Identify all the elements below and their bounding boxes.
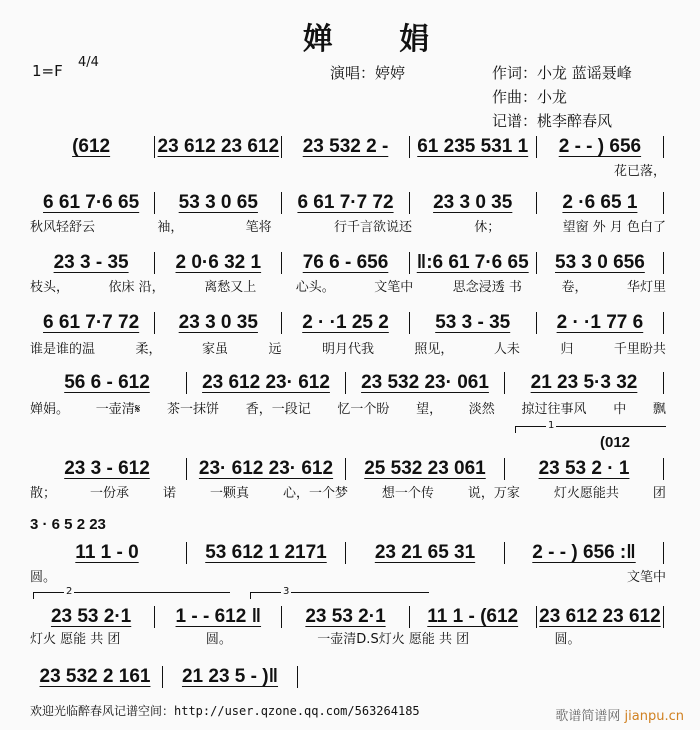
lyric-segment: 淡然 [468, 402, 495, 417]
measure: 23 3 - 612 [64, 458, 150, 479]
volta-2 [33, 586, 230, 599]
lyric-segment: 一壶清𝄋 [95, 402, 141, 417]
bar-line [345, 542, 346, 564]
measure: 21 23 5 - )‖ [181, 666, 279, 687]
measure: 76 6 - 656 [302, 252, 389, 273]
watermark-cn: 歌谱简谱网 [555, 709, 625, 724]
lyric-segment: 谁是谁的温 [30, 342, 96, 357]
lyric-segment: 柔， [135, 342, 162, 357]
bar-line [281, 192, 282, 214]
bar-line [663, 372, 664, 394]
lyric-segment: 灯火愿能共 [553, 486, 619, 501]
bar-line [536, 192, 537, 214]
measure: 23 53 2·1 [305, 606, 386, 627]
bar-line [186, 458, 187, 480]
lyric-segment: 散； [30, 486, 57, 501]
lyrics-line [30, 220, 666, 236]
lyric-segment: 中 [613, 402, 627, 417]
notation-row [30, 310, 666, 336]
lyric-segment: 华灯里 [626, 280, 666, 295]
lyric-segment: 说，万家 [467, 486, 520, 501]
bar-line [504, 542, 505, 564]
footer-note: 欢迎光临醉春风记谱空间：http://user.qzone.qq.com/563264185 [30, 704, 420, 718]
notation-row [30, 134, 666, 160]
measure: 23 3 0 35 [433, 192, 513, 213]
watermark-en: jianpu.cn [624, 709, 684, 724]
lyric-segment: 飘 [652, 402, 666, 417]
bar-line [186, 542, 187, 564]
lyric-segment: 心，一个梦 [282, 486, 348, 501]
measure: 6 61 7·7 72 [297, 192, 394, 213]
upper-notation [30, 514, 160, 534]
measure: 23· 612 23· 612 [198, 458, 334, 479]
measure: 23 3 - 35 [53, 252, 129, 273]
bar-line [162, 666, 163, 688]
measure: 1 - - 612 ‖ [175, 606, 262, 627]
lyric-segment: 灯火 愿能 共 团 [30, 632, 121, 647]
time-signature: 4/4 [78, 55, 99, 70]
singer: 演唱：婷婷 [330, 64, 406, 82]
bar-line [409, 136, 410, 158]
watermark [555, 705, 684, 724]
bar-line [536, 252, 537, 274]
bar-line [154, 312, 155, 334]
bar-line [154, 606, 155, 628]
measure: 11 1 - 0 [75, 542, 139, 563]
volta-1 [515, 420, 666, 433]
measure: 23 3 0 35 [178, 312, 258, 333]
measure: (612 [72, 136, 111, 157]
lyric-segment: 依床 沿， [108, 280, 165, 295]
measure: 6 61 7·6 65 [43, 192, 140, 213]
lyric-segment: 圆。 [554, 632, 581, 647]
measure: 61 235 531 1 [417, 136, 529, 157]
bar-line [663, 192, 664, 214]
measure: 53 612 1 2171 [205, 542, 327, 563]
measure: 21 23 5·3 32 [530, 372, 638, 393]
measure: 2 ·6 65 1 [562, 192, 638, 213]
bar-line [297, 666, 298, 688]
volta-label: 3 [283, 586, 290, 597]
bar-line [663, 542, 664, 564]
bar-line [409, 252, 410, 274]
bar-line [663, 606, 664, 628]
volta-label: 1 [548, 420, 555, 431]
measure: 23 612 23 612 [539, 606, 661, 627]
bar-line [409, 312, 410, 334]
measure: 2 · ·1 77 6 [556, 312, 644, 333]
bar-line [281, 312, 282, 334]
lyric-segment: 秋风轻舒云 [30, 220, 96, 235]
bar-line [281, 136, 282, 158]
notation-row [30, 190, 666, 216]
bar-line [663, 252, 664, 274]
song-title: 婵 娟 [302, 22, 458, 57]
volta-3 [250, 586, 429, 599]
bar-line [281, 252, 282, 274]
bar-line [154, 252, 155, 274]
measure: 2 - - ) 656 [558, 136, 642, 157]
measure: 53 3 0 65 [178, 192, 258, 213]
lyric-segment: 花已落， [613, 164, 666, 179]
lyrics-line [30, 164, 666, 180]
measure: 23 53 2·1 [50, 606, 132, 627]
bar-line [345, 372, 346, 394]
lyric-segment: 笔将 [245, 220, 272, 235]
lyrics-line [30, 280, 666, 296]
measure: 56 6 - 612 [64, 372, 150, 393]
lyric-segment: 望， [416, 402, 443, 417]
lyric-segment: 茶一抹饼 [166, 402, 219, 417]
lyric-segment: 离愁又上 [204, 280, 257, 295]
volta-label: 2 [66, 586, 73, 597]
lyric-segment: 一颗真 [209, 486, 249, 501]
bar-line [536, 136, 537, 158]
lyric-segment: 家虽 [201, 342, 228, 357]
lyrics-line [30, 632, 666, 648]
notation-row [30, 604, 666, 630]
lyric-segment: 文笔中 [626, 570, 666, 585]
lyric-segment: 行千言欲说还 [333, 220, 412, 235]
measure: 2 - - ) 656 :‖ [532, 542, 636, 563]
composer: 作曲：小龙 [492, 88, 568, 106]
notation-row [30, 456, 666, 482]
bar-line [345, 458, 346, 480]
measure: 23 612 23· 612 [202, 372, 330, 393]
bar-line [536, 606, 537, 628]
lyric-segment: 香，一段记 [245, 402, 311, 417]
lyric-segment: 婵娟。 [30, 402, 70, 417]
measure: 23 53 2 · 1 [538, 458, 630, 479]
lyric-segment: 人未 [493, 342, 520, 357]
lyric-segment: 文笔中 [374, 280, 414, 295]
lyric-segment: 归 [560, 342, 574, 357]
notation-row [30, 250, 666, 276]
measure: 23 532 23· 061 [361, 372, 489, 393]
lyrics-line [30, 342, 666, 358]
measure: 23 21 65 31 [374, 542, 476, 563]
measure: 25 532 23 061 [364, 458, 486, 479]
bar-line [504, 458, 505, 480]
bar-line [663, 312, 664, 334]
notation-row [30, 664, 300, 690]
bar-line [154, 136, 155, 158]
bar-line [536, 312, 537, 334]
lyric-segment: 一壶清D.S灯火 愿能 共 团 [317, 632, 470, 647]
bar-line [154, 192, 155, 214]
lyric-segment: 思念浸透 书 [452, 280, 522, 295]
lyric-segment: 心头。 [295, 280, 335, 295]
lyric-segment: 望窗 外 月 色白了 [562, 220, 666, 235]
lyric-segment: 枝头， [30, 280, 70, 295]
lyric-segment: 休； [474, 220, 501, 235]
notation-row [30, 370, 666, 396]
measure: 53 3 - 35 [435, 312, 511, 333]
lyric-segment: 一份承 [89, 486, 129, 501]
transcriber: 记谱：桃李醉春风 [492, 112, 613, 130]
measure: 23 612 23 612 [157, 136, 280, 157]
notation-row [30, 540, 666, 566]
measure: 2 0·6 32 1 [175, 252, 262, 273]
bar-line [409, 606, 410, 628]
lyric-segment: 掠过往事风 [521, 402, 587, 417]
lyric-segment: 照见， [414, 342, 454, 357]
lyric-segment: 千里盼共 [613, 342, 666, 357]
measure: 53 3 0 656 [555, 252, 645, 273]
upper-notation [600, 432, 670, 452]
bar-line [663, 136, 664, 158]
measure: 11 1 - (612 [427, 606, 519, 627]
lyric-segment: 团 [652, 486, 666, 501]
bar-line [504, 372, 505, 394]
lyric-segment: 袖， [157, 220, 184, 235]
bar-line [186, 372, 187, 394]
upper-notes: 3 · 6 5 2 23 [30, 515, 106, 533]
key-signature: 1=F [32, 62, 63, 80]
upper-notes: (012 [600, 433, 631, 451]
lyric-segment: 诺 [162, 486, 176, 501]
lyric-segment: 圆。 [30, 570, 57, 585]
lyrics-line [30, 402, 666, 418]
lyric-segment: 远 [268, 342, 282, 357]
measure: 2 · ·1 25 2 [302, 312, 389, 333]
lyric-segment: 明月代我 [321, 342, 374, 357]
lyrics-line [30, 486, 666, 502]
lyric-segment: 圆。 [205, 632, 232, 647]
bar-line [663, 458, 664, 480]
bar-line [281, 606, 282, 628]
measure: 23 532 2 161 [39, 666, 151, 687]
measure: ‖:6 61 7·6 65 [416, 252, 529, 273]
lyric-segment: 卷， [561, 280, 588, 295]
lyrics-line [30, 570, 666, 586]
bar-line [409, 192, 410, 214]
measure: 6 61 7·7 72 [43, 312, 140, 333]
measure: 23 532 2 - [302, 136, 389, 157]
lyricist: 作词：小龙 蓝谣聂峰 [492, 64, 632, 82]
lyric-segment: 想一个传 [381, 486, 434, 501]
lyric-segment: 忆一个盼 [337, 402, 390, 417]
